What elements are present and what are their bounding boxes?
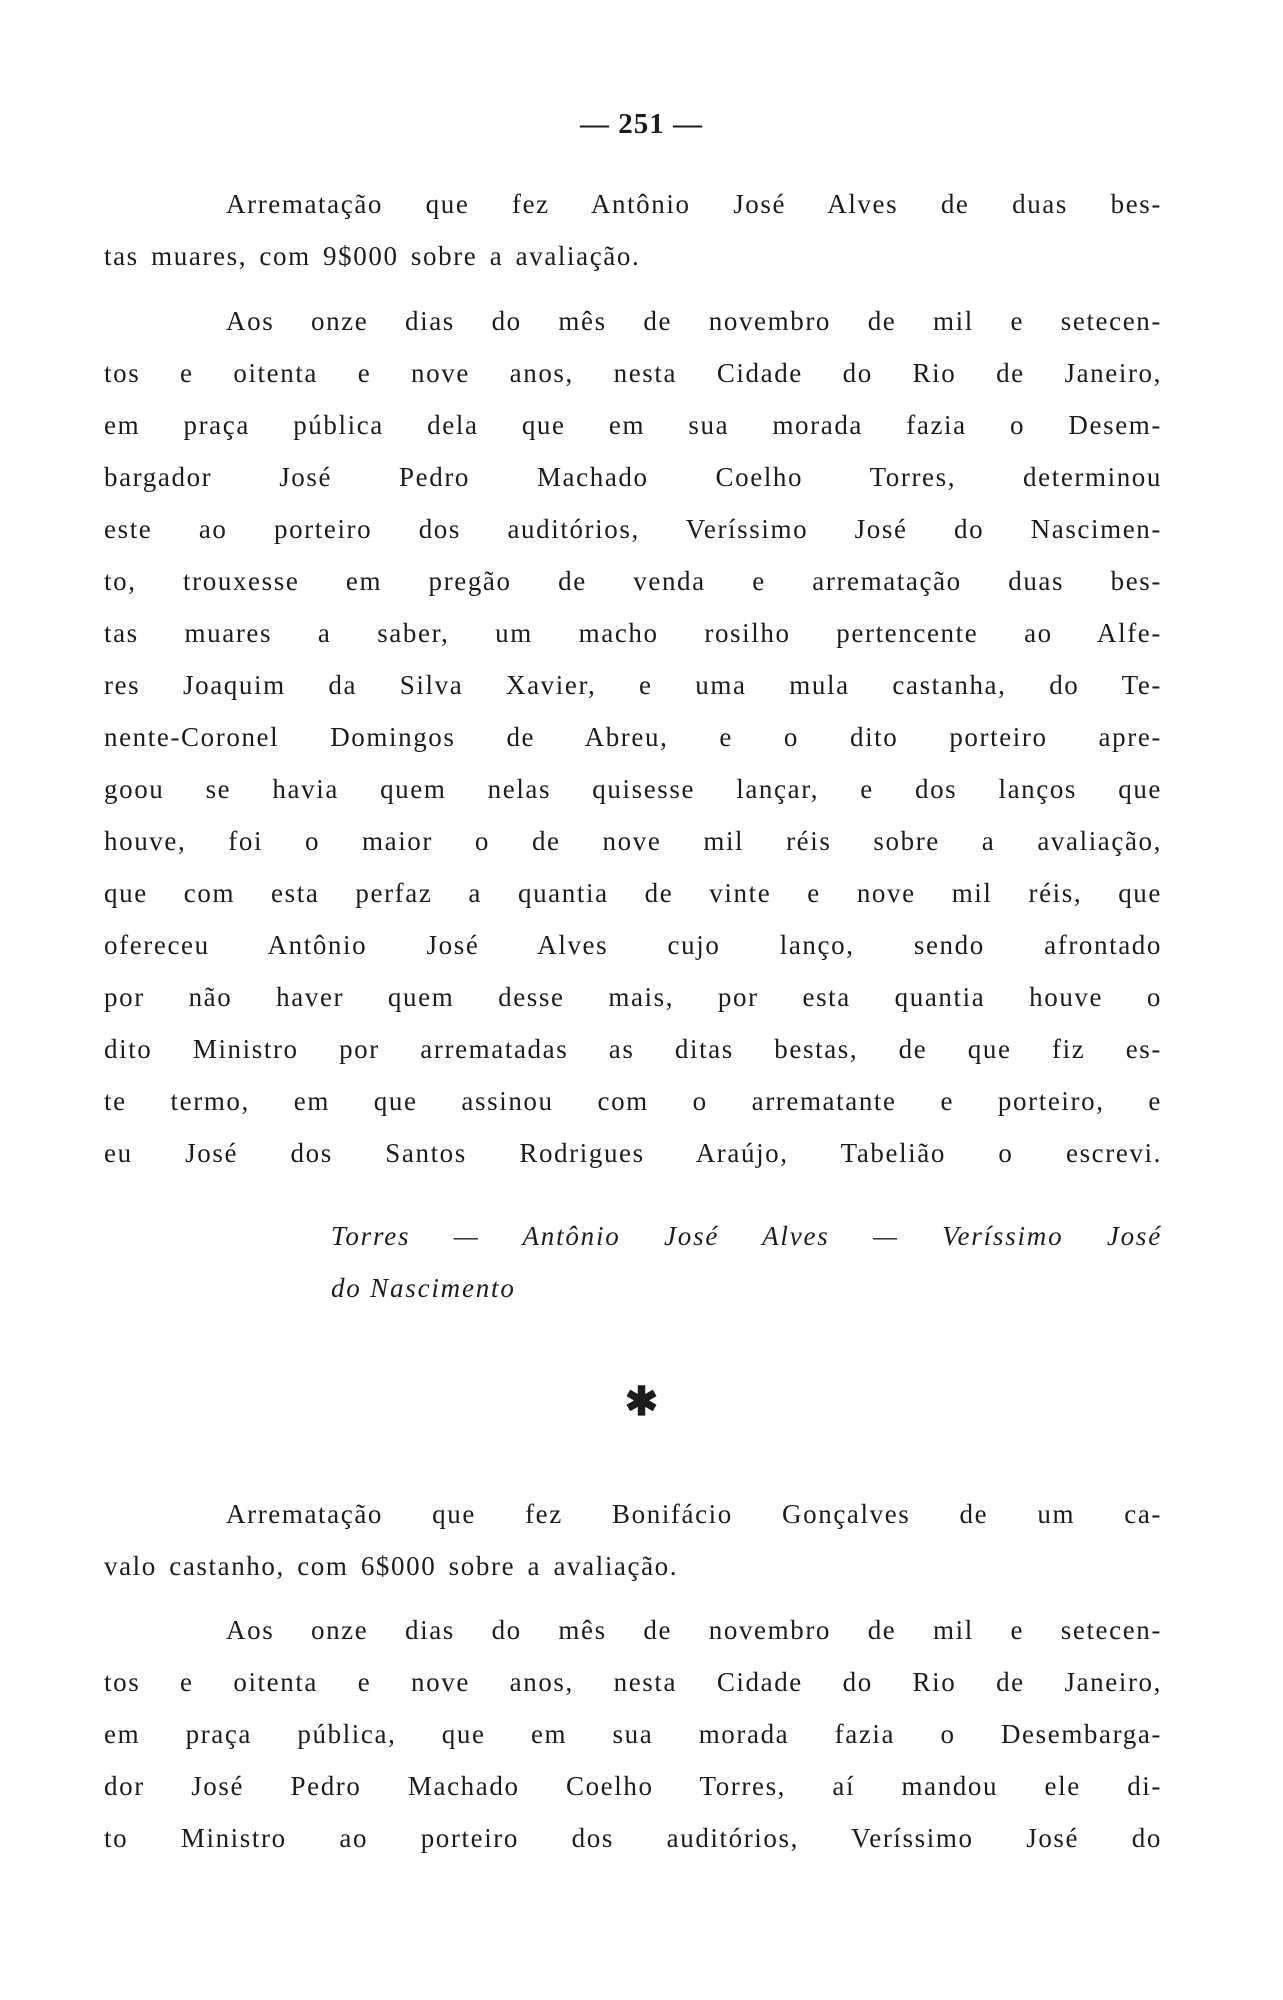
heading-line: valo castanho, com 6$000 sobre a avaliação. <box>104 1551 679 1581</box>
body-line: tas muares a saber, um macho rosilho pertencente ao Alfe- <box>104 618 1162 648</box>
body-line: Aos onze dias do mês de novembro de mil e setecen- <box>226 306 1162 336</box>
entry1-body <box>104 295 1162 1179</box>
body-line: Aos onze dias do mês de novembro de mil e setecen- <box>226 1615 1162 1645</box>
body-line: que com esta perfaz a quantia de vinte e nove mil réis, que <box>104 878 1162 908</box>
body-line: em praça pública dela que em sua morada fazia o Desem- <box>104 410 1162 440</box>
body-line: bargador José Pedro Machado Coelho Torres, determinou <box>104 462 1162 492</box>
entry2-body <box>104 1604 1162 1864</box>
entry1-heading <box>104 178 1162 282</box>
body-line: te termo, em que assinou com o arrematante e porteiro, e <box>104 1086 1162 1116</box>
body-line: em praça pública, que em sua morada fazia o Desembarga- <box>104 1719 1162 1749</box>
entry2-heading <box>104 1488 1162 1592</box>
body-line: houve, foi o maior o de nove mil réis sobre a avaliação, <box>104 826 1162 856</box>
body-line: tos e oitenta e nove anos, nesta Cidade do Rio de Janeiro, <box>104 1667 1162 1697</box>
body-line: goou se havia quem nelas quisesse lançar, e dos lanços que <box>104 774 1162 804</box>
body-line: ofereceu Antônio José Alves cujo lanço, sendo afrontado <box>104 930 1162 960</box>
asterisk-separator-icon: ✱ <box>624 1379 659 1424</box>
body-line: to Ministro ao porteiro dos auditórios, Veríssimo José do <box>104 1823 1162 1853</box>
body-line: eu José dos Santos Rodrigues Araújo, Tabelião o escrevi. <box>104 1138 1162 1168</box>
heading-line: Arrematação que fez Antônio José Alves de duas bes- <box>226 189 1162 219</box>
signature-line: Torres — Antônio José Alves — Veríssimo José <box>331 1221 1162 1251</box>
heading-line: Arrematação que fez Bonifácio Gonçalves de um ca- <box>226 1499 1162 1529</box>
body-line: tos e oitenta e nove anos, nesta Cidade do Rio de Janeiro, <box>104 358 1162 388</box>
heading-line: tas muares, com 9$000 sobre a avaliação. <box>104 241 641 271</box>
entry1-signatures <box>331 1210 1162 1314</box>
body-line: dito Ministro por arrematadas as ditas bestas, de que fiz es- <box>104 1034 1162 1064</box>
body-line: dor José Pedro Machado Coelho Torres, aí mandou ele di- <box>104 1771 1162 1801</box>
page-number: — 251 — <box>580 108 703 140</box>
signature-line: do Nascimento <box>331 1273 516 1303</box>
body-line: por não haver quem desse mais, por esta quantia houve o <box>104 982 1162 1012</box>
body-line: este ao porteiro dos auditórios, Veríssimo José do Nascimen- <box>104 514 1162 544</box>
body-line: res Joaquim da Silva Xavier, e uma mula castanha, do Te- <box>104 670 1162 700</box>
body-line: nente-Coronel Domingos de Abreu, e o dito porteiro apre- <box>104 722 1162 752</box>
body-line: to, trouxesse em pregão de venda e arrematação duas bes- <box>104 566 1162 596</box>
